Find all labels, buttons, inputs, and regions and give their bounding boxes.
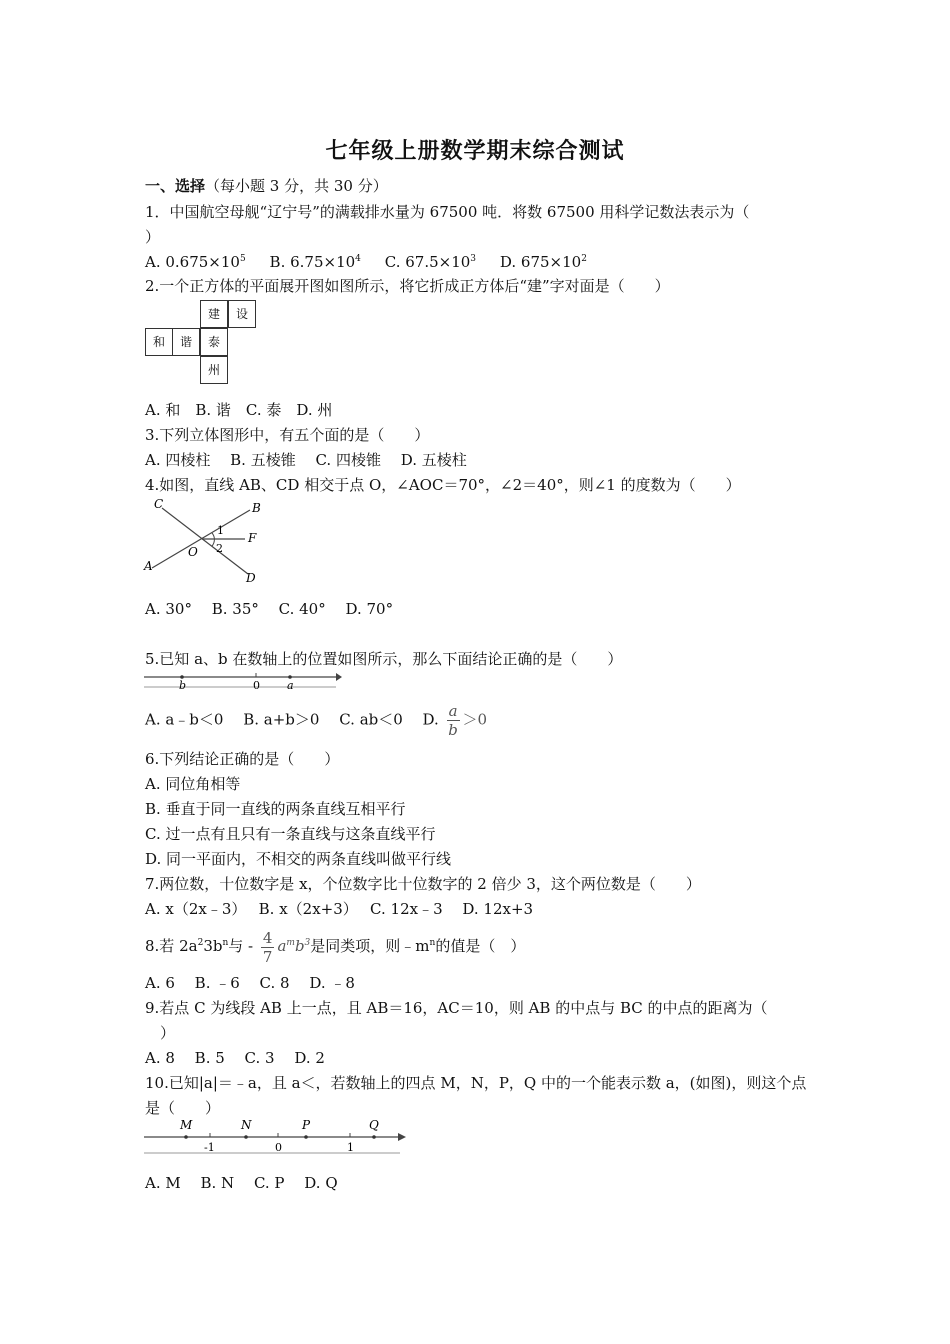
q10-stem: 10.已知|a|＝﹣a，且 a＜，若数轴上的四点 M，N，P，Q 中的一个能表示数 a，(如图)，则这个点 bbox=[145, 1074, 807, 1092]
label-zero: 0 bbox=[253, 679, 260, 692]
cube-cell-he: 和 bbox=[145, 328, 173, 356]
cube-cell-jian: 建 bbox=[200, 300, 228, 328]
cube-cell-she: 设 bbox=[228, 300, 256, 328]
number-line-mnpq bbox=[142, 1116, 408, 1158]
point-m bbox=[184, 1135, 188, 1139]
q1-options bbox=[145, 252, 587, 272]
label-zero: 0 bbox=[275, 1141, 282, 1154]
label-c: C bbox=[154, 497, 164, 511]
number-line-ab bbox=[142, 668, 342, 692]
q9-stem: 9.若点 C 为线段 AB 上一点，且 AB＝16，AC＝10，则 AB 的中点与 BC 的中点的距离为（ bbox=[145, 999, 768, 1017]
q8-options: A. 6 B. ﹣6 C. 8 D. ﹣8 bbox=[145, 974, 355, 992]
label-angle-1: 1 bbox=[217, 524, 224, 537]
label-o: O bbox=[188, 545, 198, 559]
q2-stem: 2.一个正方体的平面展开图如图所示，将它折成正方体后“建”字对面是（ ） bbox=[145, 277, 670, 295]
label-p: P bbox=[302, 1118, 311, 1132]
q4-stem: 4.如图，直线 AB、CD 相交于点 O，∠AOC＝70°，∠2＝40°，则∠1 的度数为（ ） bbox=[145, 476, 741, 494]
section-heading bbox=[145, 176, 388, 196]
section-label: 一、选择 bbox=[145, 177, 206, 195]
axis-arrow bbox=[336, 673, 342, 681]
page-title: 七年级上册数学期末综合测试 bbox=[325, 138, 625, 164]
point-n bbox=[244, 1135, 248, 1139]
q6-option-b: B. 垂直于同一直线的两条直线互相平行 bbox=[145, 800, 406, 818]
cube-cell-zhou: 州 bbox=[200, 356, 228, 384]
fraction-a-over-b: $\frac{a}{b}$ bbox=[448, 702, 458, 739]
label-neg1: -1 bbox=[204, 1141, 215, 1154]
q8-stem: 8.若 $2a^23b^n$与 - $\frac{4}{7}$ $a^mb^3$是同类项，则$﹣m^n$的值是（ ） bbox=[145, 928, 526, 966]
q3-options: A. 四棱柱 B. 五棱锥 C. 四棱锥 D. 五棱柱 bbox=[145, 451, 467, 469]
point-p bbox=[304, 1135, 308, 1139]
q6-option-d: D. 同一平面内，不相交的两条直线叫做平行线 bbox=[145, 850, 452, 868]
q1-option-d: D. $675\times 10^2$ bbox=[499, 253, 587, 271]
q1-option-b: B. $6.75\times 10^4$ bbox=[269, 253, 361, 271]
q7-stem: 7.两位数，十位数字是 x，个位数字比十位数字的 2 倍少 3，这个两位数是（ ） bbox=[145, 875, 701, 893]
label-b: b bbox=[179, 679, 187, 692]
label-d: D bbox=[246, 571, 256, 585]
angle-figure bbox=[140, 496, 270, 586]
q5-options: A. a﹣b＜0 B. a+b＞0 C. ab＜0 D. $\frac{a}{b}$ ＞0 bbox=[145, 702, 488, 739]
cube-cell-xie: 谐 bbox=[172, 328, 200, 356]
line-cd bbox=[162, 508, 248, 574]
q10-options: A. M B. N C. P D. Q bbox=[145, 1174, 338, 1192]
cube-cell-tai: 泰 bbox=[200, 328, 228, 356]
q4-options: A. 30° B. 35° C. 40° D. 70° bbox=[145, 600, 394, 618]
q9-options: A. 8 B. 5 C. 3 D. 2 bbox=[145, 1049, 325, 1067]
label-n: N bbox=[241, 1118, 252, 1132]
label-a: A bbox=[144, 559, 153, 573]
q2-options: A. 和 B. 谐 C. 泰 D. 州 bbox=[145, 401, 333, 419]
label-q: Q bbox=[369, 1118, 379, 1132]
q5-stem: 5.已知 a、b 在数轴上的位置如图所示，那么下面结论正确的是（ ） bbox=[145, 650, 623, 668]
label-m: M bbox=[180, 1118, 193, 1132]
q1-option-a: A. $0.675\times 10^5$ bbox=[145, 253, 246, 271]
axis-arrow bbox=[398, 1133, 406, 1141]
label-b: B bbox=[252, 501, 261, 515]
q1-stem: 1．中国航空母舰“辽宁号”的满载排水量为 67500 吨．将数 67500 用科学记数法表示为（ bbox=[145, 203, 750, 221]
q6-option-c: C. 过一点有且只有一条直线与这条直线平行 bbox=[145, 825, 436, 843]
label-a: a bbox=[287, 679, 294, 692]
q3-stem: 3.下列立体图形中，有五个面的是（ ） bbox=[145, 426, 430, 444]
q6-option-a: A. 同位角相等 bbox=[145, 775, 241, 793]
q1-stem-cont: ） bbox=[145, 228, 161, 246]
label-one: 1 bbox=[347, 1141, 354, 1154]
q6-stem: 6.下列结论正确的是（ ） bbox=[145, 750, 340, 768]
q10-stem-cont: 是（ ） bbox=[145, 1099, 221, 1117]
q9-stem-cont: ） bbox=[145, 1024, 176, 1042]
label-f: F bbox=[248, 531, 257, 545]
q1-option-c: C. $67.5\times 10^3$ bbox=[384, 253, 477, 271]
q7-options: A. x（2x﹣3） B. x（2x+3） C. 12x﹣3 D. 12x+3 bbox=[145, 900, 534, 918]
point-q bbox=[372, 1135, 376, 1139]
fraction-4-7: $\frac{4}{7}$ bbox=[262, 928, 273, 966]
label-angle-2: 2 bbox=[216, 542, 223, 555]
section-note: （每小题 3 分，共 30 分） bbox=[205, 177, 388, 195]
